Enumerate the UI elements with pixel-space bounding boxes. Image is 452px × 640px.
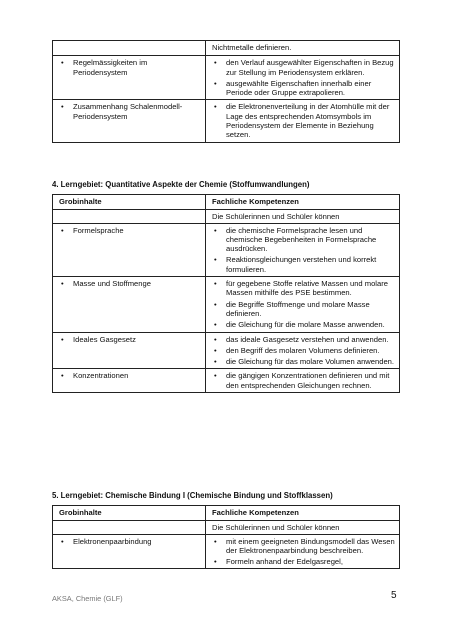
kompetenz-text: die Elektronenverteilung in der Atomhülle mit der Lage des entsprechenden Atomsymbols im Periodensystem der Elemente in Beziehung setzen. xyxy=(226,102,390,140)
column-header-fachliche-kompetenzen: Fachliche Kompetenzen xyxy=(206,506,400,521)
bullet-icon: • xyxy=(214,279,217,289)
kompetenz-text: Nichtmetalle definieren. xyxy=(212,43,292,52)
kompetenz-item xyxy=(212,58,395,77)
kompetenz-text: den Verlauf ausgewählter Eigenschaften in Bezug zur Stellung im Periodensystem erklären. xyxy=(226,58,394,77)
page-number: 5 xyxy=(391,590,397,601)
curriculum-table-section-4 xyxy=(52,194,400,393)
curriculum-table-continued xyxy=(52,40,400,143)
bullet-icon: • xyxy=(61,102,64,112)
bullet-icon: • xyxy=(61,334,64,344)
curriculum-table-section-5 xyxy=(52,505,400,569)
kompetenz-item xyxy=(212,371,395,390)
grobinhalt-cell xyxy=(53,277,206,332)
kompetenz-item xyxy=(212,346,395,355)
bullet-icon: • xyxy=(61,225,64,235)
grobinhalt-text: Regelmässigkeiten im Periodensystem xyxy=(73,58,148,77)
bullet-icon: • xyxy=(61,58,64,68)
section-4-heading: 4. Lerngebiet: Quantitative Aspekte der Chemie (Stoffumwandlungen) xyxy=(52,180,310,189)
kompetenzen-cell xyxy=(206,223,400,276)
kompetenz-item xyxy=(212,300,395,319)
kompetenz-text: die gängigen Konzentrationen definieren und mit den entsprechenden Gleichungen rechnen. xyxy=(226,371,390,390)
kompetenz-text: für gegebene Stoffe relative Massen und molare Massen mithilfe des PSE bestimmen. xyxy=(226,279,388,298)
intro-text: Die Schülerinnen und Schüler können xyxy=(206,210,400,223)
grobinhalt-item xyxy=(59,335,201,344)
bullet-icon: • xyxy=(214,345,217,355)
bullet-icon: • xyxy=(214,58,217,68)
kompetenz-item xyxy=(212,557,395,566)
table-row xyxy=(53,277,400,332)
intro-empty-cell xyxy=(53,210,206,223)
kompetenz-text: den Begriff des molaren Volumens definieren. xyxy=(226,345,380,355)
kompetenz-text: die Begriffe Stoffmenge und molare Masse definieren. xyxy=(226,299,370,318)
intro-empty-cell xyxy=(53,521,206,534)
grobinhalt-item xyxy=(59,58,201,77)
grobinhalt-text: Formelsprache xyxy=(73,225,124,235)
grobinhalt-item xyxy=(59,279,201,288)
table-row xyxy=(53,223,400,276)
footer-document-title: AKSA, Chemie (GLF) xyxy=(52,594,123,603)
kompetenz-item xyxy=(212,226,395,254)
table-header-row xyxy=(53,195,400,210)
kompetenz-item xyxy=(212,79,395,98)
grobinhalt-text: Masse und Stoffmenge xyxy=(73,279,151,289)
grobinhalt-text: Zusammenhang Schalenmodell-Periodensystem xyxy=(73,102,183,121)
table-row xyxy=(53,41,400,56)
section-5-heading: 5. Lerngebiet: Chemische Bindung I (Chemische Bindung und Stoffklassen) xyxy=(52,491,333,500)
grobinhalt-cell xyxy=(53,41,206,56)
table-row xyxy=(53,100,400,142)
bullet-icon: • xyxy=(214,334,217,344)
bullet-icon: • xyxy=(214,225,217,235)
grobinhalt-item xyxy=(59,102,201,121)
bullet-icon: • xyxy=(214,255,217,265)
grobinhalt-text: Konzentrationen xyxy=(73,371,129,381)
grobinhalt-item xyxy=(59,226,201,235)
kompetenz-item xyxy=(212,357,395,366)
kompetenz-text: ausgewählte Eigenschaften innerhalb einer Periode oder Gruppe extrapolieren. xyxy=(226,78,372,98)
grobinhalt-text: Ideales Gasgesetz xyxy=(73,334,136,344)
grobinhalt-cell xyxy=(53,223,206,276)
kompetenzen-cell xyxy=(206,100,400,142)
kompetenz-item xyxy=(212,255,395,274)
bullet-icon: • xyxy=(61,279,64,289)
column-header-grobinhalte: Grobinhalte xyxy=(53,195,206,210)
kompetenz-text: mit einem geeigneten Bindungsmodell das Wesen der Elektronenpaarbindung beschreiben. xyxy=(226,536,395,555)
kompetenz-text: Formeln anhand der Edelgasregel, xyxy=(226,557,343,567)
kompetenzen-cell xyxy=(206,277,400,332)
table-header-row xyxy=(53,506,400,521)
kompetenzen-cell xyxy=(206,369,400,393)
grobinhalt-cell xyxy=(53,369,206,393)
kompetenz-text: Reaktionsgleichungen verstehen und korrekt formulieren. xyxy=(226,255,377,274)
bullet-icon: • xyxy=(214,371,217,381)
bullet-icon: • xyxy=(214,557,217,567)
kompetenzen-cell xyxy=(206,332,400,369)
table-row xyxy=(53,332,400,369)
bullet-icon: • xyxy=(214,102,217,112)
bullet-icon: • xyxy=(214,536,217,546)
bullet-icon: • xyxy=(214,299,217,309)
kompetenz-item xyxy=(212,102,395,139)
grobinhalt-cell xyxy=(53,332,206,369)
table-row xyxy=(53,56,400,100)
kompetenzen-cell xyxy=(206,534,400,569)
grobinhalt-item xyxy=(59,537,201,546)
bullet-icon: • xyxy=(61,371,64,381)
kompetenz-item xyxy=(212,335,395,344)
grobinhalt-item xyxy=(59,371,201,380)
bullet-icon: • xyxy=(61,536,64,546)
grobinhalt-cell xyxy=(53,56,206,100)
grobinhalt-cell xyxy=(53,534,206,569)
kompetenz-text: das ideale Gasgesetz verstehen und anwenden. xyxy=(226,334,389,344)
intro-text: Die Schülerinnen und Schüler können xyxy=(206,521,400,534)
kompetenzen-cell xyxy=(206,41,400,56)
table-row xyxy=(53,534,400,569)
table-intro-row xyxy=(53,521,400,534)
table-row xyxy=(53,369,400,393)
column-header-fachliche-kompetenzen: Fachliche Kompetenzen xyxy=(206,195,400,210)
kompetenzen-cell xyxy=(206,56,400,100)
kompetenz-item xyxy=(212,320,395,329)
kompetenz-text: die Gleichung für die molare Masse anwenden. xyxy=(226,320,385,330)
kompetenz-text: die Gleichung für das molare Volumen anwenden. xyxy=(226,357,395,367)
kompetenz-text: die chemische Formelsprache lesen und chemische Begebenheiten in Formelsprache ausdrücken. xyxy=(226,225,377,254)
grobinhalt-text: Elektronenpaarbindung xyxy=(73,536,152,546)
column-header-grobinhalte: Grobinhalte xyxy=(53,506,206,521)
kompetenz-item xyxy=(212,279,395,298)
grobinhalt-cell xyxy=(53,100,206,142)
bullet-icon: • xyxy=(214,320,217,330)
bullet-icon: • xyxy=(214,357,217,367)
kompetenz-item xyxy=(212,537,395,556)
table-intro-row xyxy=(53,210,400,223)
bullet-icon: • xyxy=(214,78,217,88)
